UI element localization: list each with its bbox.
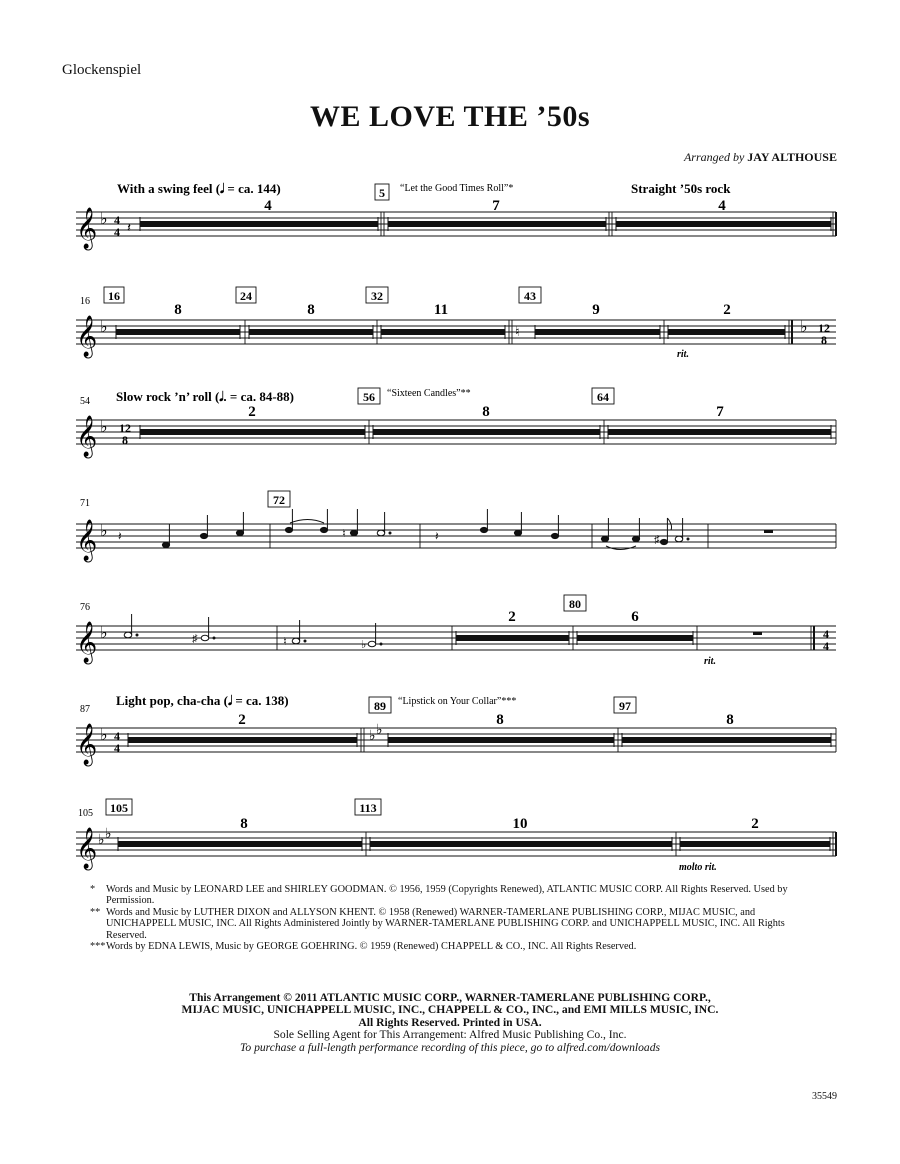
svg-text:𝄽: 𝄽 bbox=[118, 529, 122, 543]
flat-key-signature: ♭ bbox=[100, 211, 108, 228]
rest-count: 8 bbox=[482, 404, 490, 420]
svg-text:♯: ♯ bbox=[192, 633, 198, 645]
footnote bbox=[92, 941, 792, 952]
time-sig-bottom: 4 bbox=[114, 225, 120, 239]
rest-count: 4 bbox=[718, 198, 726, 214]
rehearsal-number: 113 bbox=[359, 801, 377, 815]
rest-count: 4 bbox=[264, 198, 272, 214]
rest-count: 2 bbox=[508, 609, 516, 625]
multimeasure-rest bbox=[616, 221, 831, 227]
natural-sign: ♮ bbox=[515, 324, 520, 339]
time-sig-bottom: 8 bbox=[122, 433, 128, 447]
footnote-text: Words and Music by LEONARD LEE and SHIRLEY GOODMAN. © 1956, 1959 (Copyrights Renewed), ATLANTIC MUSIC CORP. All Rights Reserved. Used by Permission. bbox=[106, 884, 788, 907]
rest-count: 8 bbox=[726, 712, 734, 728]
flat-key-signature: ♭ bbox=[369, 729, 376, 744]
time-sig-top: 4 bbox=[823, 627, 829, 641]
footnote-mark: *** bbox=[90, 941, 106, 953]
svg-text:♮: ♮ bbox=[342, 528, 346, 540]
multimeasure-rest bbox=[388, 221, 606, 227]
flat-key-signature: ♭ bbox=[100, 319, 108, 336]
treble-clef: 𝄞 bbox=[76, 208, 98, 248]
svg-text:♯: ♯ bbox=[654, 534, 660, 546]
copyright-line: All Rights Reserved. Printed in USA. bbox=[358, 1015, 542, 1029]
rest-count: 2 bbox=[248, 404, 256, 420]
rest-count: 10 bbox=[512, 816, 528, 832]
rest-count: 11 bbox=[433, 302, 449, 318]
svg-text:♭: ♭ bbox=[376, 723, 383, 738]
rest-count: 2 bbox=[238, 712, 246, 728]
flat-key-signature: ♭ bbox=[100, 727, 108, 744]
rest-count: 8 bbox=[240, 816, 248, 832]
footnote-text: Words by EDNA LEWIS, Music by GEORGE GOEHRING. © 1959 (Renewed) CHAPPELL & CO., INC. All Rights Reserved. bbox=[106, 941, 637, 953]
time-sig-bottom: 4 bbox=[823, 639, 829, 653]
ritardando: molto rit. bbox=[679, 862, 717, 873]
piece-title: WE LOVE THE ’50s bbox=[309, 100, 590, 133]
rehearsal-number: 72 bbox=[273, 493, 285, 507]
footnote-mark: * bbox=[90, 884, 96, 895]
ritardando: rit. bbox=[677, 349, 689, 360]
song-title-note: “Lipstick on Your Collar”*** bbox=[398, 696, 517, 707]
flat-key-signature: ♭ bbox=[800, 319, 808, 336]
melody-notes bbox=[124, 614, 452, 651]
treble-clef: 𝄞 bbox=[76, 416, 98, 456]
ritardando: rit. bbox=[704, 656, 716, 667]
rest-count: 6 bbox=[631, 609, 639, 625]
rehearsal-number: 89 bbox=[374, 699, 386, 713]
treble-clef: 𝄞 bbox=[76, 520, 98, 560]
treble-clef: 𝄞 bbox=[76, 724, 98, 764]
time-sig-bottom: 4 bbox=[114, 741, 120, 755]
flat-key-signature: ♭ bbox=[100, 419, 108, 436]
flat-key-signature: ♭ bbox=[100, 625, 108, 642]
measure-number: 87 bbox=[80, 704, 90, 715]
rest-count: 9 bbox=[592, 302, 600, 318]
rehearsal-number: 43 bbox=[524, 289, 536, 303]
footnote bbox=[92, 907, 792, 941]
style-marking: Straight ’50s rock bbox=[631, 181, 731, 196]
measure-number: 105 bbox=[78, 808, 93, 819]
rehearsal-number: 64 bbox=[597, 390, 609, 404]
arranged-by-label: Arranged by bbox=[683, 150, 745, 164]
rehearsal-number: 97 bbox=[619, 699, 631, 713]
song-title-note: “Let the Good Times Roll”* bbox=[400, 183, 514, 194]
time-sig-bottom: 8 bbox=[821, 333, 827, 347]
tempo-marking: Slow rock ’n’ roll (𝅘𝅥. = ca. 84-88) bbox=[116, 389, 294, 404]
rest-count: 8 bbox=[307, 302, 315, 318]
treble-clef: 𝄞 bbox=[76, 622, 98, 662]
tempo-marking: Light pop, cha-cha (𝅘𝅥 = ca. 138) bbox=[116, 693, 289, 708]
measure-number: 54 bbox=[80, 396, 90, 407]
song-title-note: “Sixteen Candles”** bbox=[387, 388, 471, 399]
treble-clef: 𝄞 bbox=[76, 828, 98, 868]
flat-key-signature: ♭ bbox=[98, 833, 105, 848]
melody-notes bbox=[118, 509, 836, 550]
svg-text:♭: ♭ bbox=[105, 827, 112, 842]
treble-clef: 𝄞 bbox=[76, 316, 98, 356]
time-sig-top: 4 bbox=[114, 213, 120, 227]
quarter-rest: 𝄽 bbox=[127, 220, 131, 235]
staff-system-4 bbox=[76, 524, 836, 548]
rest-count: 2 bbox=[723, 302, 731, 318]
svg-text:♮: ♮ bbox=[283, 636, 287, 648]
copyright-line: MIJAC MUSIC, UNICHAPPELL MUSIC, INC., CHAPPELL & CO., INC., and EMI MILLS MUSIC, INC. bbox=[181, 1003, 719, 1017]
measure-number: 16 bbox=[80, 296, 90, 307]
measure-number: 76 bbox=[80, 602, 90, 613]
tempo-marking: With a swing feel (𝅘𝅥 = ca. 144) bbox=[117, 181, 281, 196]
svg-text:♭: ♭ bbox=[361, 639, 367, 651]
time-sig-top: 12 bbox=[119, 421, 131, 435]
svg-text:𝄽: 𝄽 bbox=[435, 529, 439, 543]
rehearsal-number: 56 bbox=[363, 390, 375, 404]
rehearsal-number: 24 bbox=[240, 289, 252, 303]
rest-count: 7 bbox=[716, 404, 724, 420]
copyright-line: This Arrangement © 2011 ATLANTIC MUSIC CORP., WARNER-TAMERLANE PUBLISHING CORP., bbox=[189, 991, 711, 1004]
rehearsal-number: 105 bbox=[110, 801, 128, 815]
catalog-number: 35549 bbox=[812, 1091, 837, 1102]
rehearsal-number: 32 bbox=[371, 289, 383, 303]
footnotes bbox=[92, 884, 792, 952]
footnote bbox=[92, 884, 792, 907]
rest-count: 8 bbox=[174, 302, 182, 318]
rest-count: 7 bbox=[492, 198, 500, 214]
measure-number: 71 bbox=[80, 498, 90, 509]
recording-note: To purchase a full-length performance recording of this piece, go to alfred.com/downloads bbox=[239, 1040, 661, 1054]
flat-key-signature: ♭ bbox=[100, 523, 108, 540]
arranger-name: JAY ALTHOUSE bbox=[747, 150, 837, 164]
copyright-block bbox=[0, 992, 900, 1054]
time-sig-top: 4 bbox=[114, 729, 120, 743]
rehearsal-number: 80 bbox=[569, 597, 581, 611]
part-name: Glockenspiel bbox=[62, 62, 142, 78]
rehearsal-number: 5 bbox=[379, 186, 385, 200]
footnote-text: Words and Music by LUTHER DIXON and ALLYSON KHENT. © 1958 (Renewed) WARNER-TAMERLANE PUBLISHING CORP., MIJAC MUSIC, and UNICHAPPELL MUSIC, INC. All Rights Administered Jointly by WARNER-TAMERLANE PUBLISHING CORP. and UNICHAPPELL MUSIC, INC. All Rights Reserved. bbox=[106, 906, 785, 941]
rehearsal-number: 16 bbox=[108, 289, 120, 303]
rest-count: 8 bbox=[496, 712, 504, 728]
rest-count: 2 bbox=[751, 816, 759, 832]
time-sig-top: 12 bbox=[818, 321, 830, 335]
footnote-mark: ** bbox=[90, 906, 101, 918]
whole-rest bbox=[753, 632, 762, 635]
selling-agent-line: Sole Selling Agent for This Arrangement: Alfred Music Publishing Co., Inc. bbox=[273, 1028, 627, 1042]
multimeasure-rest bbox=[140, 221, 378, 227]
